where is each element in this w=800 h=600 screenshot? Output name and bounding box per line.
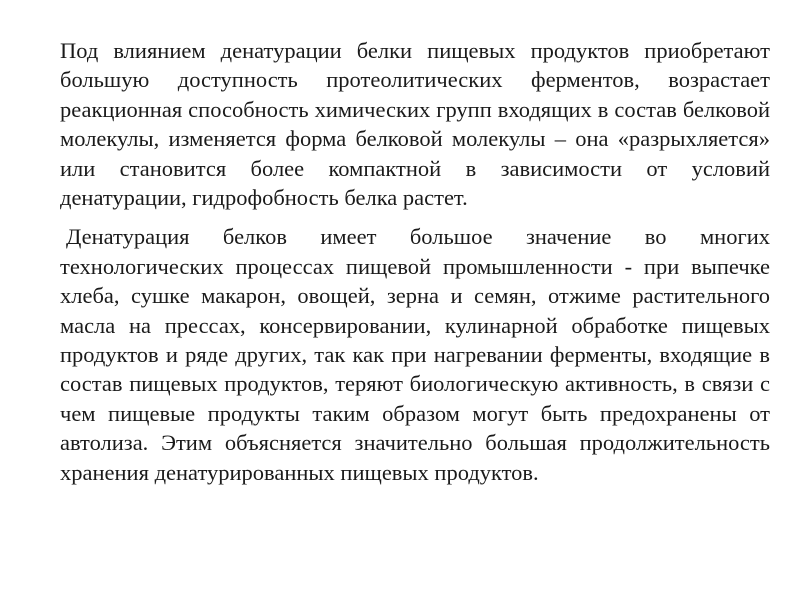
paragraph-2 [60,222,770,487]
paragraph-1 [60,36,770,212]
paragraph-2-text: Денатурация белков имеет большое значение во многих технологических процессах пищевой промышленности - при выпечке хлеба, сушке макарон, овощей, зерна и семян, отжиме растительного масла на прессах, консервировании, кулинарной обработке пищевых продуктов и ряде других, так как при нагревании ферменты, входящие в состав пищевых продуктов, теряют биологическую активность, в связи с чем пищевые продукты таким образом могут быть предохранены от автолиза. Этим объясняется значительно большая продолжительность хранения денатурированных пищевых продуктов. [60,224,770,485]
text-body [60,36,770,487]
paragraph-1-text: Под влиянием денатурации белки пищевых продуктов приобретают большую доступность протеолитических ферментов, возрастает реакционная способность химических групп входящих в состав белковой молекулы, изменяется форма белковой молекулы – она «разрыхляется» или становится более компактной в зависимости от условий денатурации, гидрофобность белка растет. [60,38,770,211]
